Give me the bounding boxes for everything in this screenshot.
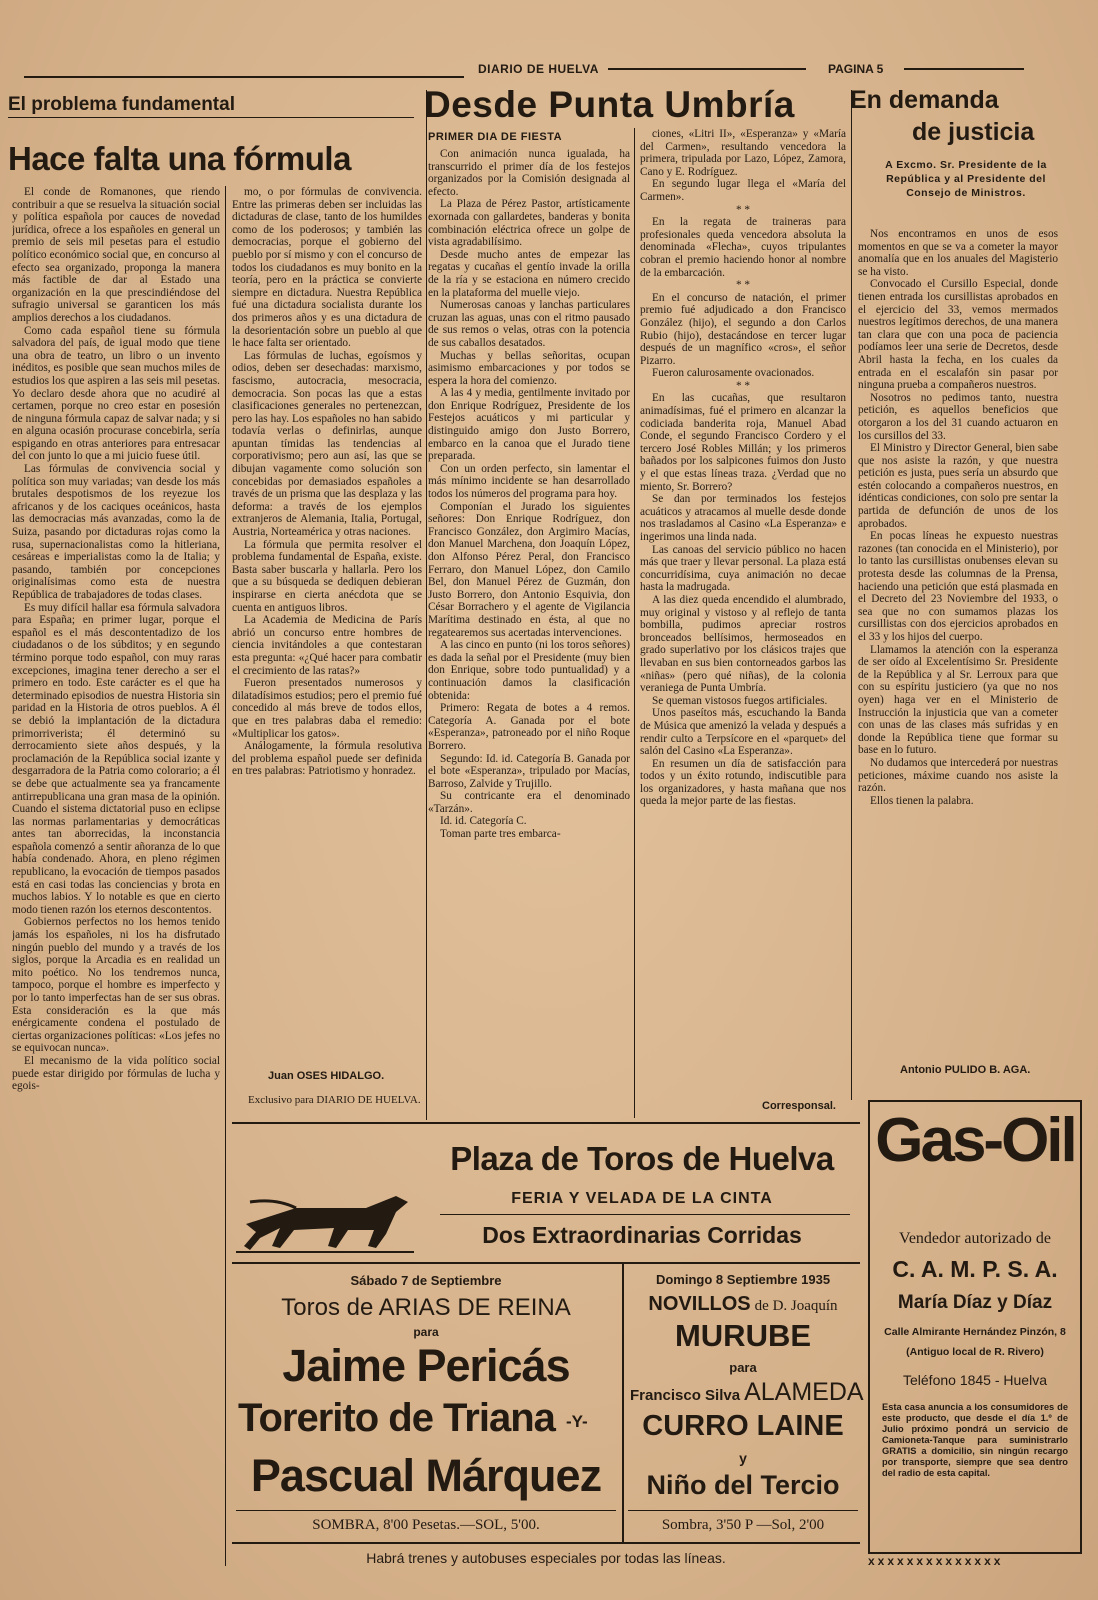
bull-ad-tagline: Dos Extraordinarias Corridas	[482, 1222, 802, 1248]
bull-left-torero3: Pascual Márquez	[250, 1450, 602, 1501]
left-col1-p6: El mecanismo de la vida político social puede estar dirigido por fórmulas de lucha y egois-	[12, 1054, 220, 1093]
left-col1-p4: Es muy difícil hallar esa fórmula salvadora para España; en primer lugar, porque el español es el más descontentadizo de los ciudadanos o de los súbditos; y en segundo término porque todo español, con muy raras excepciones, imagina tener derecho a ser el primero en todo. Este carácter es el que ha determinado episodios de nuestra Historia sin paridad en la Historia de otros pueblos. A él se debió la implantación de la dictadura primorriverista; él determinó su derrocamiento siete años después, y la proclamación de la República social izante y desgarradora de la Patria como colorario; a él se debe que actualmente sea ya francamente antirrepublicana una gran masa de la opinión. Cuando el sistema dictatorial puso en eclipse las normas parlamentarias y democráticas antes tan aborrecidas, la inconstancia española comenzó a sentir añoranza de lo que había condenado. Ahora, en pleno régimen republicano, la evocación de tiempos pasados está en casi todas las conciencias y brota en muchos labios. Y lo notable es que en cierto modo tienen razón los eternos descontentos.	[12, 601, 220, 916]
middle-subtitle: PRIMER DIA DE FIESTA	[428, 131, 563, 143]
left-exclusive-note: Exclusivo para DIARIO DE HUELVA.	[248, 1094, 421, 1106]
right-col-p1: Nos encontramos en unos de esos momentos en que se va a cometer la mayor anomalía que en los anuales del Magisterio se ha visto.	[858, 228, 1058, 278]
left-col2-p4: La Academia de Medicina de París abrió un concurso entre hombres de ciencia invitándoles a que contestaran esta pregunta: «¿Qué hacer para combatir el crecimiento de las ratas?»	[232, 614, 422, 677]
middle-col2-p5: Fueron calurosamente ovacionados.	[652, 367, 815, 380]
bull-ad-bottom-rule	[232, 1542, 860, 1544]
middle-col2-p2: En segundo lugar llega el «María del Carmen».	[640, 178, 846, 203]
bull-right-novillos: NOVILLOS	[648, 1293, 751, 1315]
bull-ad-col-divider	[622, 1264, 624, 1544]
bull-left-torero1: Jaime Pericás	[282, 1340, 570, 1391]
middle-right-divider	[851, 90, 852, 1100]
bull-right-de: de D. Joaquín	[754, 1298, 838, 1314]
middle-col2-sep1: * *	[735, 203, 751, 216]
header-rule-left	[24, 76, 464, 78]
middle-col1-p1: Con animación nunca igualada, ha transcurrido el primer día de los festejos organizados por la Comisión designada al efecto.	[428, 148, 630, 198]
bull-left-y: -Y-	[566, 1412, 588, 1431]
bull-right-nov1-line	[630, 1378, 864, 1407]
right-signature: Antonio PULIDO B. AGA.	[900, 1064, 1031, 1076]
header-paper-name: DIARIO DE HUELVA	[478, 62, 599, 76]
gasoil-notice: Esta casa anuncia a los consumidores de este producto, que desde el día 1.º de Julio próximo pondrá un servicio de Camioneta-Tanque para suministrarlo GRATIS a domicilio, sin ningún recargo por transporte, siempre que sea dentro del radio de esta capital.	[882, 1402, 1068, 1478]
middle-col2-p12: En resumen un día de satisfacción para todos y un éxito rotundo, indiscutible para los organizadores, y hasta mañana que nos queda la mejor parte de las fiestas.	[640, 757, 846, 808]
middle-col2-p8: Las canoas del servicio público no hacen más que traer y llevar personal. La plaza está concurridísima, cuya animación no decae hasta la madrugada.	[640, 543, 846, 594]
middle-col1-p5: Muchas y bellas señoritas, ocupan asimismo embarcaciones y por todos se espera la hora del comienzo.	[428, 349, 630, 387]
left-col1-p5: Gobiernos perfectos no los hemos tenido jamás los españoles, ni los ha disfrutado ningún pueblo del mundo y a través de los siglos, porque la Arcadia es en realidad un mito poético. No los tendremos nunca, tampoco, porque el hombre es imperfecto y por lo tanto imperfectas han de ser sus obras. Esta consideración es la que más enérgicamente condena el postulado de ciertas organizaciones políticas: «Los jefes no se equivocan nunca».	[12, 916, 220, 1055]
left-signature: Juan OSES HIDALGO.	[268, 1070, 385, 1082]
middle-col2-p1: ciones, «Litri II», «Esperanza» y «María del Carmen», resultando vencedora la primera, tripulada por Lazo, López, Zamora, Cano y E. Rodríguez.	[640, 128, 846, 178]
middle-col2-p9: A las diez queda encendido el alumbrado, muy original y vistoso y al reflejo de tanta bombilla, pudimos apreciar rostros bronceados bellísimos, hermoseados en grado superlativo por los clásicos trajes que llevaban en sus bien contorneados garbos las «niñas» (pero qué niñas), de la colonia veraniega de Punta Umbría.	[640, 593, 846, 695]
right-col-p7: No dudamos que intercederá por nuestras peticiones, máxime cuando nos asiste la razón.	[858, 756, 1058, 795]
bull-right-nov3: Niño del Tercio	[646, 1470, 840, 1500]
left-title: Hace falta una fórmula	[8, 140, 351, 177]
left-col2-p6: Análogamente, la fórmula resolutiva del problema español puede ser definida en tres palabras: Patriotismo y honradez.	[232, 740, 422, 778]
right-col-p8: Ellos tienen la palabra.	[870, 794, 974, 807]
middle-col1-p10: Primero: Regata de botes a 4 remos. Categoría A. Ganada por el bote «Esperanza», patroneado por el niño Roque Borrero.	[428, 702, 630, 752]
right-title-line2: de justicia	[912, 118, 1035, 146]
bull-ad-top-rule	[232, 1122, 860, 1124]
bull-left-date: Sábado 7 de Septiembre	[350, 1273, 502, 1288]
bull-ad-sub-rule	[440, 1214, 850, 1215]
bull-left-para: para	[413, 1325, 439, 1339]
gasoil-title: Gas-Oil	[875, 1106, 1075, 1175]
bull-icon	[236, 1138, 414, 1258]
middle-col2-p3: En la regata de traineras para profesionales queda vencedora absoluta la denominada «Flecha», cuyos tripulantes cobran el premio haciendo honor al nombre de la embarcación.	[640, 216, 846, 279]
gasoil-phone: Teléfono 1845 - Huelva	[903, 1372, 1047, 1388]
bull-left-price-rule	[236, 1510, 616, 1511]
right-title-line1: En demanda	[850, 86, 999, 114]
left-kicker: El problema fundamental	[8, 94, 235, 115]
middle-col1-p7: Con un orden perfecto, sin lamentar el más mínimo incidente se han desarrollado todos los números del programa para hoy.	[428, 462, 630, 501]
left-kicker-rule	[8, 117, 414, 118]
right-col	[858, 228, 1058, 1048]
bull-right-nov1-first: Francisco Silva	[630, 1387, 741, 1404]
middle-col2-p7: Se dan por terminados los festejos acuáticos y atracamos al muelle desde donde nos trasladamos al Casino «La Esperanza» e ingerimos una linda nada.	[640, 493, 846, 543]
middle-col1-p9: A las cinco en punto (ni los toros señores) es dada la señal por el Presidente (muy bien don Enrique, sobre todo puntualidad) y a continuación damos la clasificación obtenida:	[428, 639, 630, 702]
right-subtitle: A Excmo. Sr. Presidente de la República y al Presidente del Consejo de Ministros.	[885, 159, 1047, 199]
left-col1-p3: Las fórmulas de convivencia social y política son muy variadas; van desde los más brutales despotismos de los reyezue los africanos y de los caciques oceánicos, hasta las democracias más avanzadas, como la de Suiza, pasando por dictaduras rojas como la rusa, supernacionalistas como la hitleriana, cesáreas e imperialistas como la de Italia; y pasando, también por concepciones originalísimas como esta de nuestra República de trabajadores de todas clases.	[12, 463, 220, 601]
bull-right-prices: Sombra, 3'50 P —Sol, 2'00	[661, 1517, 825, 1533]
gasoil-border: xxxxxxxxxxxxxx	[868, 1554, 1004, 1568]
middle-col1-p2: La Plaza de Pérez Pastor, artísticamente exornada con gallardetes, banderas y bonita combinación eléctrica ofrece un golpe de vista agradabilísimo.	[428, 198, 630, 249]
gasoil-address2: (Antiguo local de R. Rivero)	[906, 1346, 1044, 1358]
bull-right-para: para	[729, 1360, 757, 1375]
header-rule-mid	[608, 68, 806, 70]
bull-right-price-rule	[628, 1510, 858, 1511]
middle-col2	[640, 128, 846, 1098]
gasoil-brand: C. A. M. P. S. A.	[892, 1256, 1058, 1282]
right-col-p2: Convocado el Cursillo Especial, donde tienen entrada los cursillistas aprobados en el ejercicio del 33, vemos mermados nuestros legítimos derechos, de una manera tan clara que con una poca de paciencia podíamos leer una serie de Decretos, desde Abril hasta la fecha, en los cuales da entrada en el escalafón sin pasar por ninguna prueba a compañeros nuestros.	[858, 278, 1058, 392]
gasoil-ad	[868, 1100, 1082, 1554]
left-col2-p2: Las fórmulas de luchas, egoísmos y odios, deben ser desechadas: marxismo, fascismo, autocracia, mesocracia, democracia. Son pocas las que a estas clasificaciones generales no pertenezcan, pero las hay. Los españoles no han sabido todavía verlas o definirlas, aunque apuntan tímidas las tendencias al corporativismo; pero aun así, las que se dibujan vagamente como solución son concebidas por demasiados españoles a través de un prisma que las desplaza y las deforma: a través de los ejemplos extranjeros de Alemania, Italia, Portugal, Austria, Norteamérica y otras naciones.	[232, 349, 422, 539]
header-rule-right	[904, 68, 1024, 70]
right-col-p3: Nosotros no pedimos tanto, nuestra petición, es aquellos beneficios que otorgaron a los del 31 cuando actuaron en los cursillos del 33.	[858, 391, 1058, 442]
middle-col2-p11: Unos paseítos más, escuchando la Banda de Música que amenizó la velada y después a rendir culto a Terpsícore en el «parquet» del salón del Casino «La Esperanza».	[640, 707, 846, 758]
middle-col1-p3: Desde mucho antes de empezar las regatas y cucañas el gentío invade la orilla de la ría y se estaciona en número crecido en la plataforma del muelle viejo.	[428, 248, 630, 299]
header-page-number: PAGINA 5	[828, 62, 884, 76]
bull-ad-title: Plaza de Toros de Huelva	[450, 1140, 834, 1177]
bull-right-nov1-last: ALAMEDA	[744, 1378, 864, 1406]
right-col-p6: Llamamos la atención con la esperanza de ser oído al Excelentísimo Sr. Presidente de la República y al Sr. Lerroux para que con su espíritu justiciero (ya que no nos oyen) haga ver en el Ministerio de Instrucción la injusticia que van a cometer con unas de las clases más sufridas y en donde la República tiene que formar su base en lo futuro.	[858, 643, 1058, 757]
left-col1	[12, 186, 220, 1570]
left-middle-divider	[426, 90, 427, 1120]
left-col2	[232, 186, 422, 1036]
left-col2-p5: Fueron presentados numerosos y dilatadísimos estudios; pero el premio fué concedido al más breve de todos ellos, que en tres palabras daba el remedio: «Multiplicar los gatos».	[232, 677, 422, 740]
bull-ad-subtitle: FERIA Y VELADA DE LA CINTA	[511, 1190, 773, 1207]
bull-ad-mid-rule	[232, 1262, 860, 1264]
bull-right-y: y	[739, 1450, 747, 1466]
left-col1-p1: El conde de Romanones, que riendo contribuir a que se resuelva la situación social y política española por cauces de novedad jurídica, ofrece a los españoles en general un premio de seis mil pesetas para el estudio político económico social que, en concurso al efecto sea organizado, proponga la manera más factible de dar al Estado una organización en la que prescindiéndose del sufragio universal se garanticen los más amplios derechos a los ciudadanos.	[12, 186, 220, 324]
bull-left-prices: SOMBRA, 8'00 Pesetas.—SOL, 5'00.	[312, 1517, 540, 1533]
middle-signature: Corresponsal.	[762, 1100, 836, 1112]
middle-title: Desde Punta Umbría	[424, 84, 795, 125]
gasoil-line1: Vendedor autorizado de	[899, 1230, 1051, 1247]
left-col-divider	[225, 186, 226, 1566]
gasoil-name: María Díaz y Díaz	[897, 1292, 1053, 1313]
bull-right-date: Domingo 8 Septiembre 1935	[655, 1272, 831, 1287]
middle-col1-p14: Toman parte tres embarca-	[440, 828, 561, 841]
middle-col1-p6: A las 4 y media, gentilmente invitado por don Enrique Rodríguez, Presidente de los Festejos acuáticos y mi particular y distinguido amigo don Justo Borrero, embarco en la canoa que el Jurado tiene preparada.	[428, 387, 630, 463]
left-col1-p2: Como cada español tiene su fórmula salvadora del país, de igual modo que tiene una obra de teatro, un libro o un invento inéditos, es posible que sean muchos miles de estudios los que aspiren a las seis mil pesetas. Yo declaro desde ahora que no acudiré al certamen, porque no creo estar en posesión de ninguna fórmula capaz de salvar nada; y si en alguna ocasión procurase concebirla, sería espigando en otras anteriores para entresacar del con junto lo que a mi juicio fuese útil.	[12, 324, 220, 463]
middle-col2-p6: En las cucañas, que resultaron animadísimas, fué el primero en alcanzar la codiciada banderita roja, Manuel Abad Conde, el segundo Francisco Cordero y el tercero José Robles Millán; y los primeros bañados por los salpicones fuimos don Justo y el que estas líneas traza. ¿Verdad que no miento, Sr. Borrero?	[640, 392, 846, 493]
bull-right-ganadero: MURUBE	[674, 1318, 812, 1353]
left-col2-p3: La fórmula que permita resolver el problema fundamental de España, existe. Basta saber buscarla y hallarla. Pero los que a su búsqueda se dediquen debieran inspirarse en cierta anécdota que se cuenta en antiguos libros.	[232, 538, 422, 614]
middle-col2-sep2: * *	[735, 279, 751, 292]
bull-left-torero2: Torerito de Triana	[238, 1396, 555, 1440]
middle-col1-p11: Segundo: Id. id. Categoría B. Ganada por el bote «Esperanza», tripulado por Macías, Barroso, Zalvide y Trujillo.	[428, 752, 630, 790]
bull-left-bulls: Toros de ARIAS DE REINA	[281, 1294, 571, 1321]
middle-col2-sep3: * *	[735, 379, 751, 392]
middle-col1-p8: Componían el Jurado los siguientes señores: Don Enrique Rodríguez, don Francisco González, don Argimiro Macías, don Manuel Marchena, don Joaquín López, don Alfonso Pérez Peral, don Francisco Ferraro, don Manuel López, don Camilo Bel, don Manuel Pérez de Guzmán, don Justo Borrero, don Antonio Esquivia, don César Borrachero y el agente de Vigilancia Marítima destinado en ésta, al que no regatearemos sus acertadas intervenciones.	[428, 500, 630, 639]
middle-col1-p12: Su contricante era el denominado «Tarzán».	[428, 790, 630, 815]
middle-col1	[428, 148, 630, 1118]
left-col2-p1: mo, o por fórmulas de convivencia. Entre las primeras deben ser incluidas las dictaduras de clase, tanto de los humildes como de los poderosos; y también las democracias, porque el gobierno del pueblo por sí mismo y con el concurso de todos los ciudadanos es muy bonito en la teoría, pero en la práctica se convierte siempre en dictadura. Nuestra República fué una dictadura socialista durante los dos primeros años y es una dictadura de la desorientación sobre un pueblo al que le hace falta ser orientado.	[232, 186, 422, 350]
right-col-p4: El Ministro y Director General, bien sabe que nos asiste la razón, y que nuestra petición es justa, pues sería un absurdo que estén colocando a compañeros nuestros, en idénticas condiciones, con solo pre sentar la partida de defunción de unos de los aprobados.	[858, 442, 1058, 530]
middle-col2-p4: En el concurso de natación, el primer premio fué adjudicado a don Francisco González (hijo), el segundo a don Carlos Rubio (hijo), destacándose en tercer lugar después de un magnífico «cros», el señor Pizarro.	[640, 291, 846, 367]
middle-col1-p4: Numerosas canoas y lanchas particulares cruzan las aguas, unas con el ritmo pausado de sus remos o velas, otras con la potencia de sus caballos desatados.	[428, 299, 630, 349]
middle-col1-p13: Id. id. Categoría C.	[440, 815, 527, 828]
bull-ad-footer: Habrá trenes y autobuses especiales por todas las líneas.	[366, 1550, 726, 1566]
right-col-p5: En pocas líneas he expuesto nuestras razones (tan conocida en el Ministerio), por lo tanto las cursillistas onubenses elevan su protesta desde las columnas de la Prensa, haciendo una petición que está plasmada en el Decreto del 23 Noviembre del 1933, o sea que no con sumamos plazas los cursillistas con dos ejercicios aprobados en el 33 y los hijos del cuerpo.	[858, 530, 1058, 643]
bull-right-nov2: CURRO LAINE	[642, 1410, 844, 1442]
middle-col-divider	[634, 128, 635, 1118]
middle-col2-p10: Se queman vistosos fuegos artificiales.	[652, 694, 828, 707]
bull-right-novillos-line	[630, 1293, 856, 1316]
gasoil-address1: Calle Almirante Hernández Pinzón, 8	[884, 1326, 1066, 1338]
